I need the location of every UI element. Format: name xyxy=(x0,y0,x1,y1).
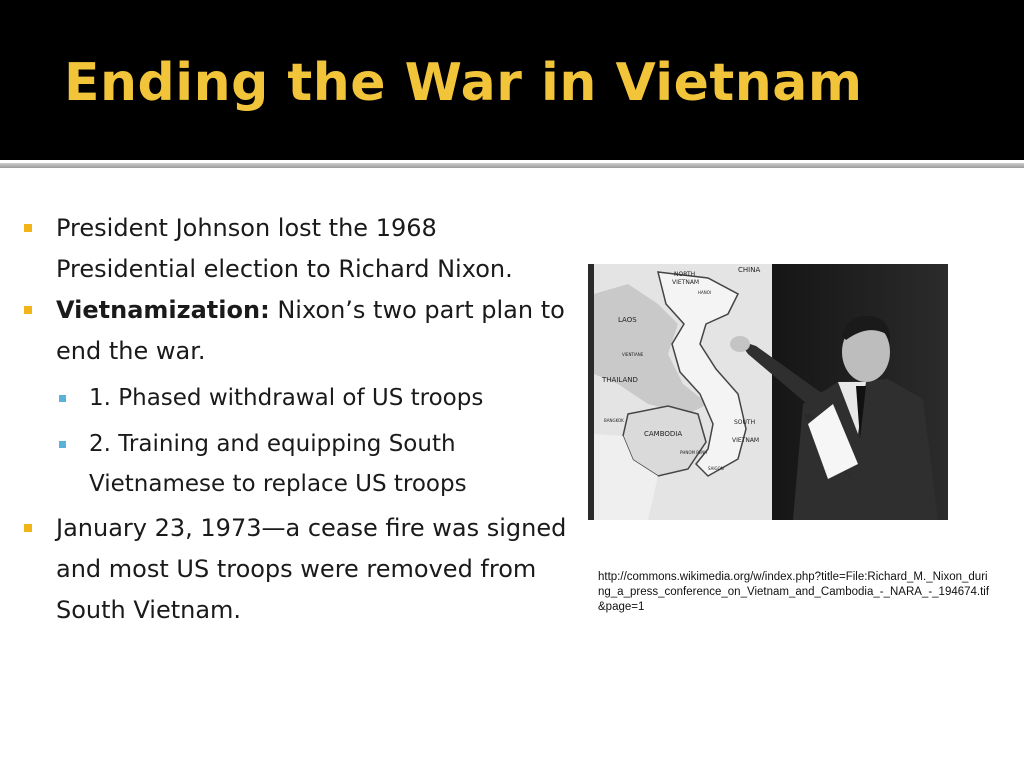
map-label-china: CHINA xyxy=(738,266,761,274)
sub-bullet-square-icon xyxy=(59,441,66,448)
bullet-square-icon xyxy=(24,524,32,532)
bullet-square-icon xyxy=(24,306,32,314)
map-label-thailand: THAILAND xyxy=(602,376,638,384)
map-label-vientiane: VIENTIANE xyxy=(622,352,644,357)
map-label-vietnam-south: VIETNAM xyxy=(732,437,760,444)
map-label-bangkok: BANGKOK xyxy=(604,418,624,423)
map-label-laos: LAOS xyxy=(618,316,637,324)
nixon-press-photo xyxy=(588,264,948,520)
sub-bullet-text: 2. Training and equipping South Vietnamese to replace US troops xyxy=(89,431,467,497)
sub-bullet-text: 1. Phased withdrawal of US troops xyxy=(89,385,484,411)
bullet-vietnamization xyxy=(22,290,582,372)
bullet-johnson xyxy=(22,208,582,290)
map-label-saigon: SAIGON xyxy=(708,466,724,471)
map-label-hanoi: HANOI xyxy=(698,290,712,295)
bullet-term: Vietnamization: xyxy=(56,296,270,324)
bullet-ceasefire xyxy=(22,508,582,631)
map-label-cambodia: CAMBODIA xyxy=(644,430,683,438)
photo-source-caption: http://commons.wikimedia.org/w/index.php?title=File:Richard_M._Nixon_during_a_press_conference_on_Vietnam_and_Cambodia_-_NARA_-_194674.tif&page=1 xyxy=(598,571,990,613)
title-divider xyxy=(0,160,1024,168)
sub-bullet-training xyxy=(55,424,582,504)
title-bar xyxy=(0,0,1024,160)
sub-bullet-square-icon xyxy=(59,395,66,402)
sub-bullet-withdrawal xyxy=(55,378,582,418)
map-label-vietnam-north: VIETNAM xyxy=(672,279,700,286)
bullet-list xyxy=(22,208,582,631)
photo-illustration xyxy=(588,264,948,520)
map-label-phnom-penh: PHNOM PENH xyxy=(680,450,708,455)
map-label-south: SOUTH xyxy=(734,419,756,426)
bullet-square-icon xyxy=(24,224,32,232)
bullet-text: Nixon’s two part plan to end the war. xyxy=(56,296,565,365)
bullet-text: January 23, 1973—a cease fire was signed and most US troops were removed from South Vietnam. xyxy=(56,514,567,624)
bullet-text: President Johnson lost the 1968 Presidential election to Richard Nixon. xyxy=(56,214,513,283)
slide-title: Ending the War in Vietnam xyxy=(64,53,863,113)
map-label-north: NORTH xyxy=(674,271,696,278)
